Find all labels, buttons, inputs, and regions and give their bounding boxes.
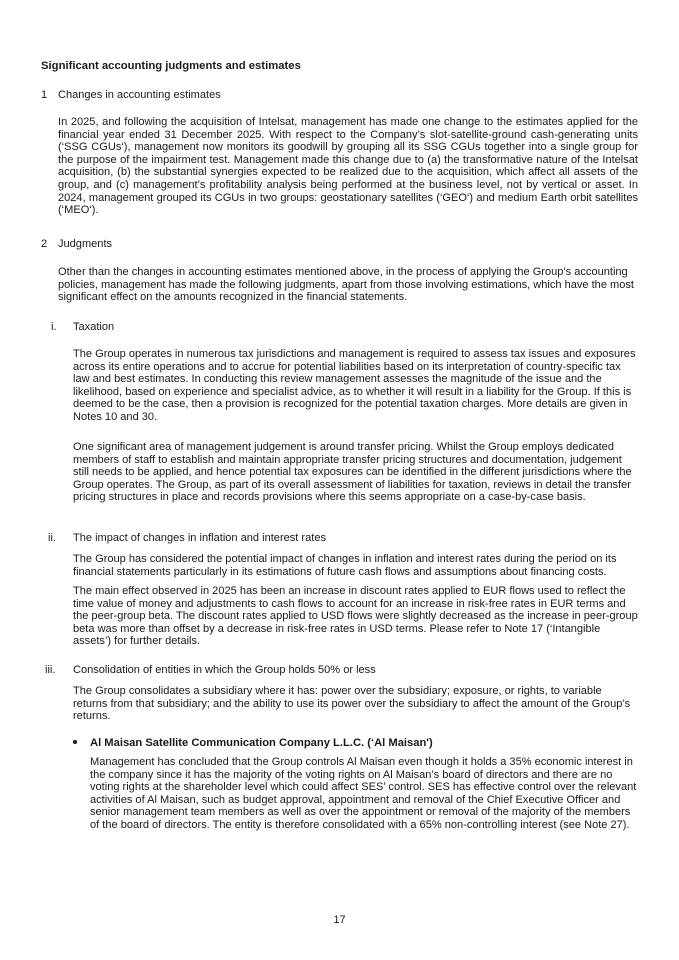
taxation-numeral: i. [51,321,57,333]
section-1-body: In 2025, and following the acquisition of Intelsat, management has made one change to the estimates applied for the financial year ended 31 December 2025. With respect to the Company’s slot-satellite-ground cash-generating units (‘SSG CGUs‘), management now monitors its goodwill by grouping all its SSG CGUs together into a single group for the purpose of the impairment test. Management made this change due to (a) the transformative nature of the Intelsat acquisition, (b) the substantial synergies expected to be realized due to the acquisition, which affect all assets of the group, and (c) management’s profitability analysis being performed at the business level, not by vertical or asset. In 2024, management grouped its CGUs in two groups: geostationary satellites (‘GEO‘) and medium Earth orbit satellites (‘MEO‘). [58,116,638,217]
inflation-paragraph-2: The main effect observed in 2025 has been an increase in discount rates applied to EUR flows used to reflect the time value of money and adjustments to cash flows to account for an increase in risk-free rates in EUR terms and the peer-group beta. The discount rates applied to USD flows were slightly decreased as the increase in peer-group beta was more than offset by a decrease in risk-free rates in USD terms. Please refer to Note 17 (‘Intangible assets’) for further details. [73,585,638,648]
bullet-title: Al Maisan Satellite Communication Company L.L.C. (‘Al Maisan') [90,737,433,749]
consolidation-paragraph: The Group consolidates a subsidiary where it has: power over the subsidiary; exposure, or rights, to variable returns from that subsidiary; and the ability to use its power over the subsidiary to affect the amount of the Group’s returns. [73,685,631,723]
section-2-heading: Judgments [58,238,113,250]
section-2-number: 2 [41,238,48,250]
section-2-intro: Other than the changes in accounting estimates mentioned above, in the process of applying the Group’s accounting policies, management has made the following judgments, apart from those involving estimations, which have the most significant effect on the amounts recognized in the financial statements. [58,266,634,304]
consolidation-numeral: iii. [45,664,56,676]
section-1-heading: Changes in accounting estimates [58,89,221,101]
consolidation-heading: Consolidation of entities in which the Group holds 50% or less [73,664,376,676]
taxation-paragraph-1: The Group operates in numerous tax jurisdictions and management is required to assess tax issues and exposures across its entire operations and to accrue for potential liabilities based on its interpretation of country-specific tax law and best estimates. In conducting this review management assesses the magnitude of the issue and the likelihood, based on experience and specialist advice, as to whether it will result in a liability for the Group. If this is deemed to be the case, then a provision is recognized for the potential taxation charges. More details are given in Notes 10 and 30. [73,348,636,423]
inflation-paragraph-1: The Group has considered the potential impact of changes in inflation and interest rates during the period on its financial statements particularly in its estimations of future cash flows and assumptions about financing costs. [73,553,617,578]
bullet-body: Management has concluded that the Group controls Al Maisan even though it holds a 35% economic interest in the company since it has the majority of the voting rights on Al Maisan’s board of directors and there are no voting rights at the shareholder level which could affect SES’ control. SES has effective control over the relevant activities of Al Maisan, such as budget approval, appointment and removal of the Chief Executive Officer and senior management team members as well as over the appointment or removal of the majority of the members of the board of directors. The entity is therefore consolidated with a 65% non-controlling interest (see Note 27). [90,756,637,831]
page-title: Significant accounting judgments and estimates [41,60,301,72]
bullet-dot [73,740,77,744]
section-1-number: 1 [41,89,48,101]
page-number: 17 [333,914,346,926]
inflation-numeral: ii. [48,532,56,544]
inflation-heading: The impact of changes in inflation and interest rates [73,532,326,544]
taxation-heading: Taxation [73,321,115,333]
taxation-paragraph-2: One significant area of management judgement is around transfer pricing. Whilst the Group employs dedicated members of staff to establish and maintain appropriate transfer pricing structures and documentation, judgement still needs to be applied, and hence potential tax exposures can be identified in the different jurisdictions where the Group operates. The Group, as part of its overall assessment of liabilities for taxation, reviews in detail the transfer pricing structures in place and records provisions where this seems appropriate on a case-by-case basis. [73,441,632,504]
